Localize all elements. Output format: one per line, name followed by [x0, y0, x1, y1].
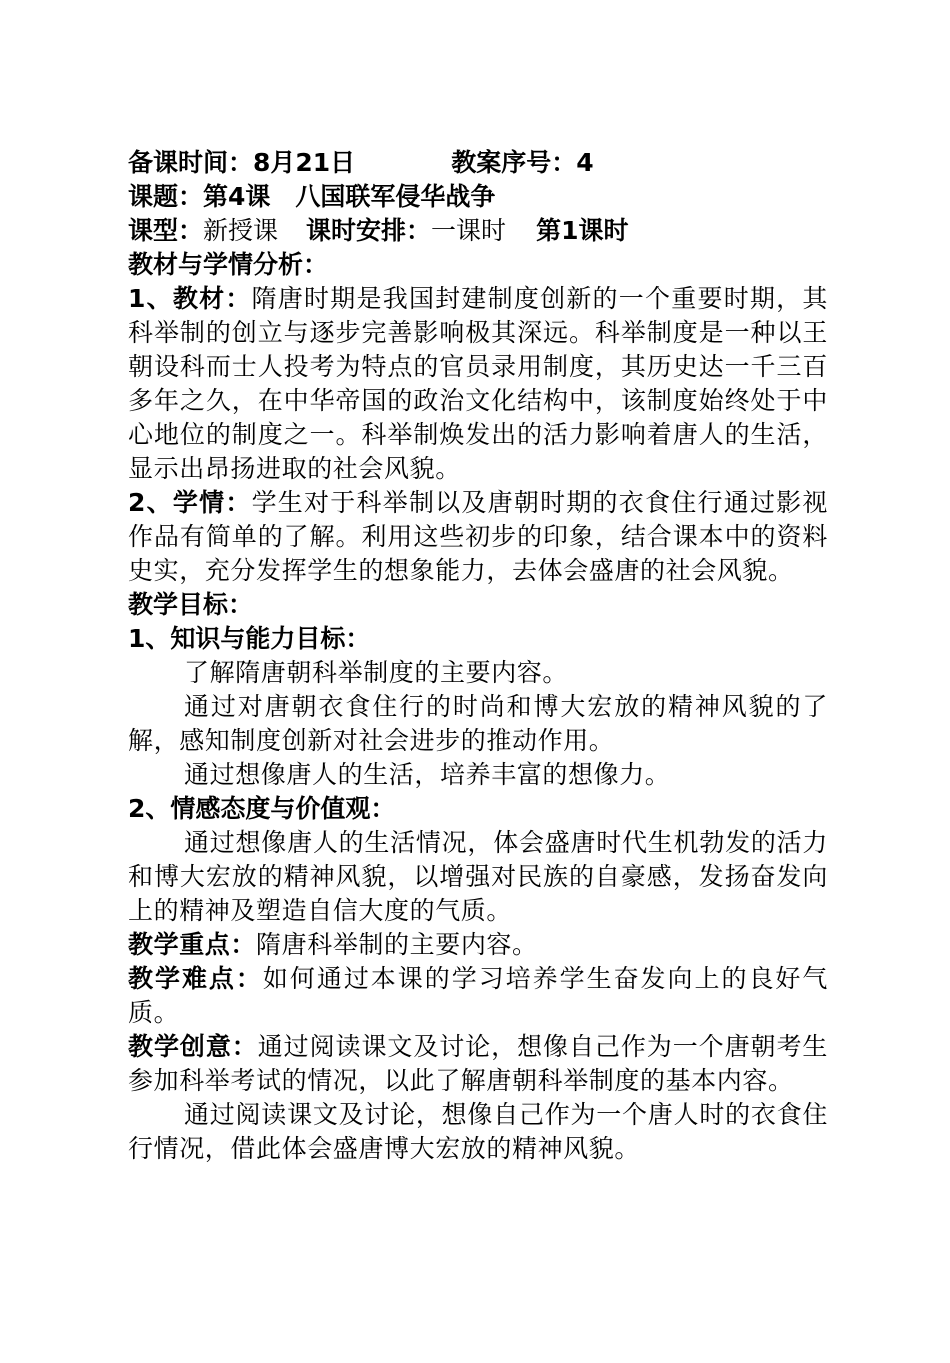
- plan-number: 教案序号：4: [451, 148, 594, 177]
- type-label: 课型：: [128, 216, 204, 245]
- analysis-heading: 教材与学情分析：: [128, 250, 329, 279]
- topic-value: 第4课 八国联军侵华战争: [203, 182, 496, 211]
- focus-text: 隋唐科举制的主要内容。: [256, 930, 538, 959]
- goals-heading: 教学目标：: [128, 590, 254, 619]
- difficulty-paragraph: [128, 962, 828, 1030]
- difficulty-label: 教学难点：: [128, 964, 263, 993]
- prep-time: 备课时间：8月21日: [128, 148, 356, 177]
- student-text: 学生对于科举制以及唐朝时期的衣食住行通过影视作品有简单的了解。利用这些初步的印象，结合课本中的资料史实，充分发挥学生的想象能力，去体会盛唐的社会风貌。: [128, 488, 829, 585]
- difficulty-text: 如何通过本课的学习培养学生奋发向上的良好气质。: [128, 964, 828, 1027]
- creative-text: 通过阅读课文及讨论，想像自己作为一个唐朝考生参加科举考试的情况，以此了解唐朝科举制度的基本内容。: [128, 1032, 828, 1095]
- header-row-3: [128, 214, 828, 248]
- creative-label: 教学创意：: [128, 1032, 258, 1061]
- material-paragraph: [128, 282, 828, 486]
- focus-paragraph: [128, 928, 828, 962]
- topic-label: 课题：: [128, 182, 204, 211]
- header-row-1: [128, 146, 828, 180]
- schedule-value: 一课时: [431, 216, 507, 245]
- student-paragraph: [128, 486, 828, 588]
- period-value: 第1课时: [536, 216, 629, 245]
- knowledge-item: 通过想像唐人的生活，培养丰富的想像力。: [184, 760, 671, 789]
- emotion-paragraph: 通过想像唐人的生活情况，体会盛唐时代生机勃发的活力和博大宏放的精神风貌，以增强对民族的自豪感，发扬奋发向上的精神及塑造自信大度的气质。: [128, 828, 828, 925]
- student-label: 2、学情：: [128, 488, 252, 517]
- focus-label: 教学重点：: [128, 930, 257, 959]
- lesson-plan-page: [128, 146, 828, 1166]
- material-label: 1、教材：: [128, 284, 252, 313]
- type-value: 新授课: [203, 216, 279, 245]
- creative-paragraph: [128, 1030, 828, 1098]
- knowledge-heading: 1、知识与能力目标：: [128, 624, 371, 653]
- header-row-2: [128, 180, 828, 214]
- schedule-label: 课时安排：: [306, 216, 432, 245]
- knowledge-item: 通过对唐朝衣食住行的时尚和博大宏放的精神风貌的了解，感知制度创新对社会进步的推动作用。: [128, 692, 828, 755]
- creative-paragraph-2: 通过阅读课文及讨论，想像自己作为一个唐人时的衣食住行情况，借此体会盛唐博大宏放的精神风貌。: [128, 1100, 828, 1163]
- knowledge-item: 了解隋唐朝科举制度的主要内容。: [184, 658, 569, 687]
- emotion-heading: 2、情感态度与价值观：: [128, 794, 396, 823]
- material-text: 隋唐时期是我国封建制度创新的一个重要时期，其科举制的创立与逐步完善影响极其深远。科举制度是一种以王朝设科而士人投考为特点的官员录用制度，其历史达一千三百多年之久，在中华帝国的政治文化结构中，该制度始终处于中心地位的制度之一。科举制焕发出的活力影响着唐人的生活，显示出昂扬进取的社会风貌。: [128, 284, 829, 483]
